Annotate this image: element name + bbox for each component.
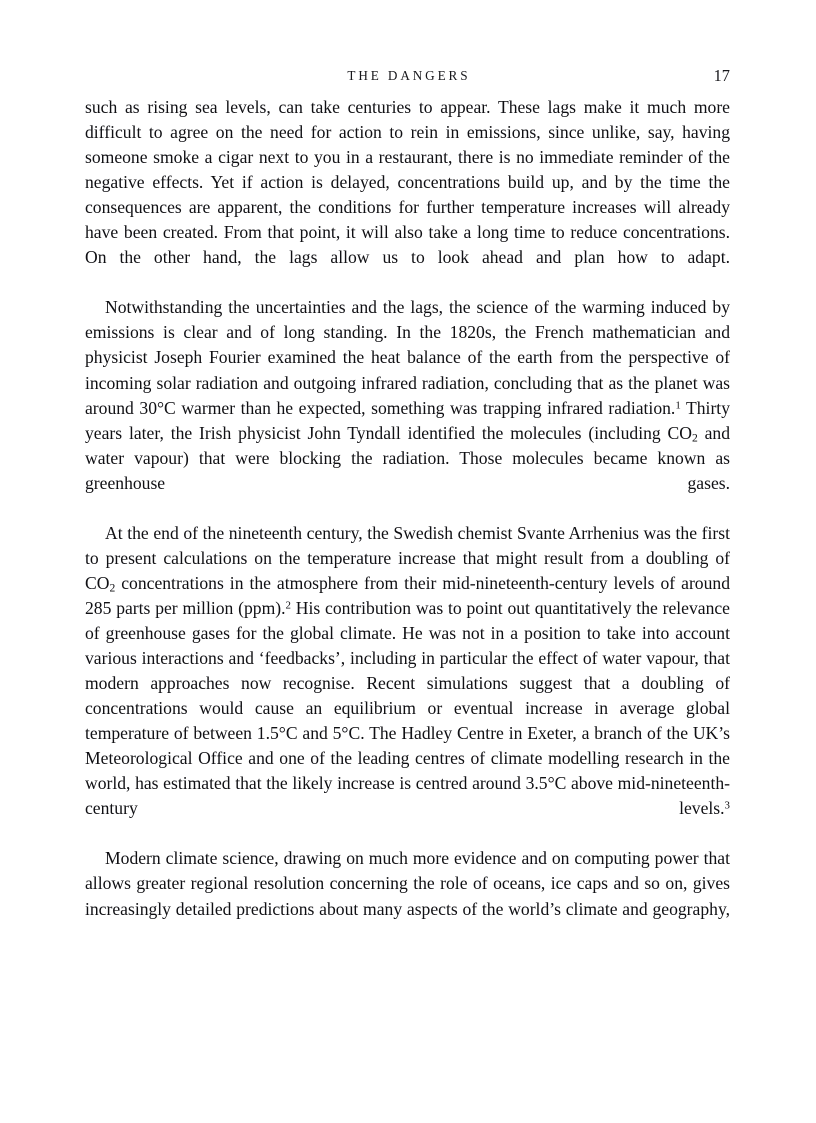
paragraph: Modern climate science, drawing on much more evidence and on computing power that allows greater regional resolution concerning the role of oceans, ice caps and so on, gives increasingly detailed predictions about many aspects of the world’s climate and geography, xyxy=(85,848,730,919)
page-number: 17 xyxy=(713,66,730,85)
body-text-block xyxy=(85,95,730,947)
footnote-marker: 1 xyxy=(675,398,681,411)
footnote-marker: 3 xyxy=(724,799,730,812)
chemical-subscript: 2 xyxy=(691,431,698,445)
footnote-marker: 2 xyxy=(285,599,291,612)
paragraph: At the end of the nineteenth century, the Swedish chemist Svante Arrhenius was the first to present calculations on the temperature increase that might result from a doubling of $CO_2$ concentrations in the atmosphere from their mid-nineteenth-century levels of around 285 parts per million (ppm).$^2$ His contribution was to point out quantitatively the relevance of greenhouse gases for the global climate. He was not in a position to take into account various interactions and ‘feedbacks’, including in particular the effect of water vapour, that modern approaches now recognise. Recent simulations suggest that a doubling of concentrations would cause an equilibrium or eventual increase in average global temperature of between 1.5°C and 5°C. The Hadley Centre in Exeter, a branch of the UK’s Meteorological Office and one of the leading centres of climate modelling research in the world, has estimated that the likely increase is centred around 3.5°C above mid-nineteenth-century levels.$^3$ xyxy=(85,522,730,819)
chemical-subscript: 2 xyxy=(109,581,116,595)
paragraph: Notwithstanding the uncertainties and the lags, the science of the warming induced by emissions is clear and of long standing. In the 1820s, the French mathematician and physicist Joseph Fourier examined the heat balance of the earth from the perspective of incoming solar radiation and outgoing infrared radiation, concluding that as the planet was around 30°C warmer than he expected, something was trapping infrared radiation.$^1$ Thirty years later, the Irish physicist John Tyndall identified the molecules (including $CO_2$ and water vapour) that were blocking the radiation. Those molecules became known as greenhouse gases. xyxy=(85,297,731,493)
running-head-title: THE DANGERS xyxy=(347,68,471,83)
paragraph: such as rising sea levels, can take centuries to appear. These lags make it much more difficult to agree on the need for action to rein in emissions, since unlike, say, having someone smoke a cigar next to you in a restaurant, there is no immediate reminder of the negative effects. Yet if action is delayed, concentrations build up, and by the time the consequences are apparent, the conditions for further temperature increases will already have been created. From that point, it will also take a long time to reduce concentrations. On the other hand, the lags allow us to look ahead and plan how to adapt. xyxy=(85,97,730,268)
running-head xyxy=(85,66,730,88)
